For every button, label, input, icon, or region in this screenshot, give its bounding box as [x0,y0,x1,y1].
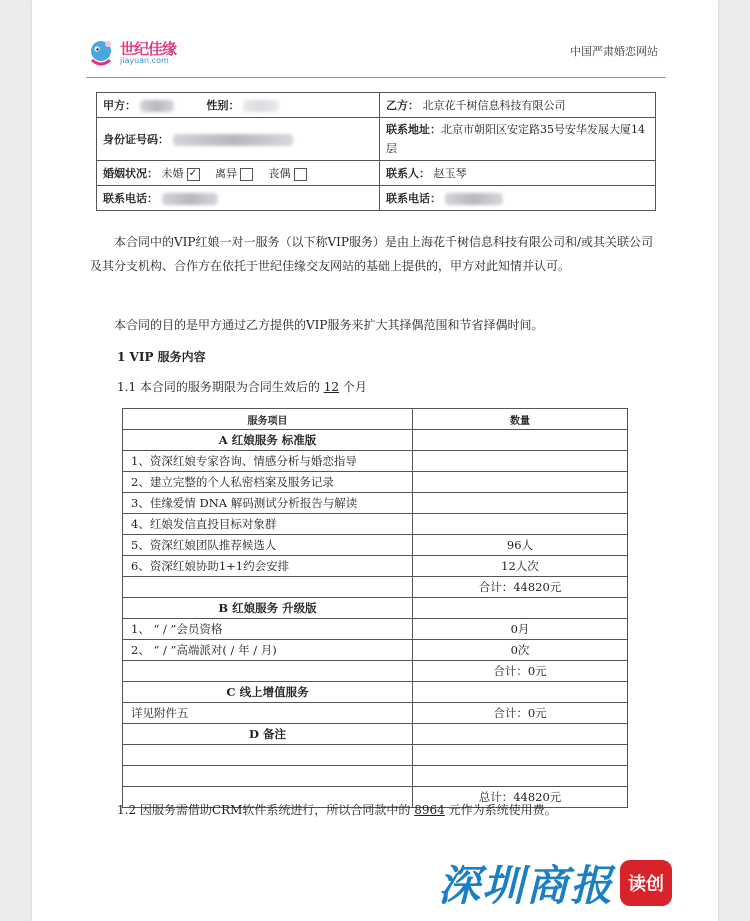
service-quantity: 合计：0元 [413,661,628,682]
service-item: 2、 “ / ”高端派对( / 年 / 月) [123,640,413,661]
service-quantity: 总计：44820元 [413,787,628,808]
service-quantity [413,430,628,451]
service-table-row [123,640,628,661]
contact-value: 赵玉琴 [433,167,467,180]
service-item [123,766,413,787]
watermark-text: 深圳商报 [438,861,615,910]
marital-option-divorced: 离异 [215,167,237,180]
service-section-title: C 线上增值服务 [123,682,413,703]
logo-chinese-text: 世纪佳缘 [120,39,177,58]
service-item [123,745,413,766]
service-quantity [413,682,628,703]
service-table-header [123,409,628,430]
service-quantity [413,724,628,745]
service-quantity: 0次 [413,640,628,661]
address-value: 北京市朝阳区安定路35号安华发展大厦14层 [386,123,645,155]
party-info-table [96,92,656,211]
dolphin-logo-icon [86,38,116,68]
marital-cell [97,161,380,186]
service-item: 1、 “ / ”会员资格 [123,619,413,640]
service-table-row [123,682,628,703]
shenzhen-news-watermark [438,853,672,913]
service-quantity [413,451,628,472]
service-item [123,577,413,598]
gender-label: 性别： [206,99,240,112]
clause-1-2 [117,801,557,818]
service-item: 4、红娘发信直投目标对象群 [123,514,413,535]
address-cell [380,118,656,161]
service-table-row [123,577,628,598]
service-months-value: 12 [323,380,340,394]
party-b-cell [380,93,656,118]
header-divider [86,77,666,78]
redacted-id-number [173,134,293,146]
marital-label: 婚姻状况： [103,167,158,180]
purpose-paragraph: 本合同的目的是甲方通过乙方提供的VIP服务来扩大其择偶范围和节省择偶时间。 [114,318,544,332]
phone-a-label: 联系电话： [103,192,158,205]
contact-cell [380,161,656,186]
header-quantity: 数量 [413,409,628,430]
id-label: 身份证号码： [103,133,169,146]
service-table-row [123,430,628,451]
service-table-row [123,598,628,619]
site-slogan: 中国严肃婚恋网站 [570,45,658,58]
service-quantity [413,493,628,514]
system-fee-value: 8964 [414,803,445,817]
service-quantity: 合计：44820元 [413,577,628,598]
service-quantity: 0月 [413,619,628,640]
service-item: 3、佳缘爱情 DNA 解码测试分析报告与解读 [123,493,413,514]
marital-option-single: 未婚 [161,167,184,180]
service-table-row [123,703,628,724]
service-quantity [413,472,628,493]
watermark-badge: 读创 [620,860,672,906]
service-table-row [123,661,628,682]
service-section-title: D 备注 [123,724,413,745]
service-section-title: A 红娘服务 标准版 [123,430,413,451]
logo-english-text: jiayuan.com [120,55,169,65]
service-quantity: 96人 [413,535,628,556]
service-section-title: B 红娘服务 升级版 [123,598,413,619]
clause-1-1-prefix: 1.1 本合同的服务期限为合同生效后的 [117,380,320,394]
service-quantity [413,598,628,619]
widowed-checkbox [294,168,307,181]
service-table-row [123,535,628,556]
redacted-phone-b [445,193,503,205]
marital-option-widowed: 丧偶 [268,167,291,180]
clause-1-1-suffix: 个月 [342,380,367,394]
service-item: 6、资深红娘协助1+1约会安排 [123,556,413,577]
address-label: 联系地址： [386,123,441,136]
single-checkbox: ✓ [187,168,200,181]
id-cell [97,118,380,161]
phone-b-cell [380,186,656,211]
party-b-label: 乙方： [386,99,419,112]
service-quantity [413,766,628,787]
jiayuan-logo [86,36,176,70]
party-b-value: 北京花千树信息科技有限公司 [422,99,566,112]
service-table-row [123,451,628,472]
service-quantity [413,514,628,535]
redacted-phone-a [162,193,218,205]
service-table-row [123,472,628,493]
party-a-label: 甲方： [103,99,136,112]
clause-1-2-suffix: 元作为系统使用费。 [448,803,557,817]
service-quantity: 12人次 [413,556,628,577]
section-1-heading: 1 VIP 服务内容 [117,350,206,364]
phone-b-label: 联系电话： [386,192,441,205]
service-item: 1、资深红娘专家咨询、情感分析与婚恋指导 [123,451,413,472]
clause-1-2-prefix: 1.2 因服务需借助CRM软件系统进行，所以合同款中的 [117,803,411,817]
service-item: 2、建立完整的个人私密档案及服务记录 [123,472,413,493]
redacted-gender [243,100,279,112]
service-table-row [123,514,628,535]
intro-paragraph: 本合同中的VIP红娘一对一服务（以下称VIP服务）是由上海花千树信息科技有限公司和/或其关联公司及其分支机构、合作方在依托于世纪佳缘交友网站的基础上提供的，甲方对此知情并认可。 [90,235,654,273]
service-item: 详见附件五 [123,703,413,724]
service-table-row [123,724,628,745]
service-quantity: 合计：0元 [413,703,628,724]
service-table-row [123,556,628,577]
service-table-row [123,619,628,640]
clause-1-1 [117,378,367,395]
service-item: 5、资深红娘团队推荐候选人 [123,535,413,556]
service-table [122,408,628,808]
header-item: 服务项目 [123,409,413,430]
service-table-row [123,766,628,787]
divorced-checkbox [240,168,253,181]
service-table-row [123,745,628,766]
contact-label: 联系人： [386,167,430,180]
service-table-row [123,493,628,514]
service-item [123,661,413,682]
service-quantity [413,745,628,766]
redacted-name [140,100,174,112]
party-a-cell [97,93,380,118]
phone-a-cell [97,186,380,211]
